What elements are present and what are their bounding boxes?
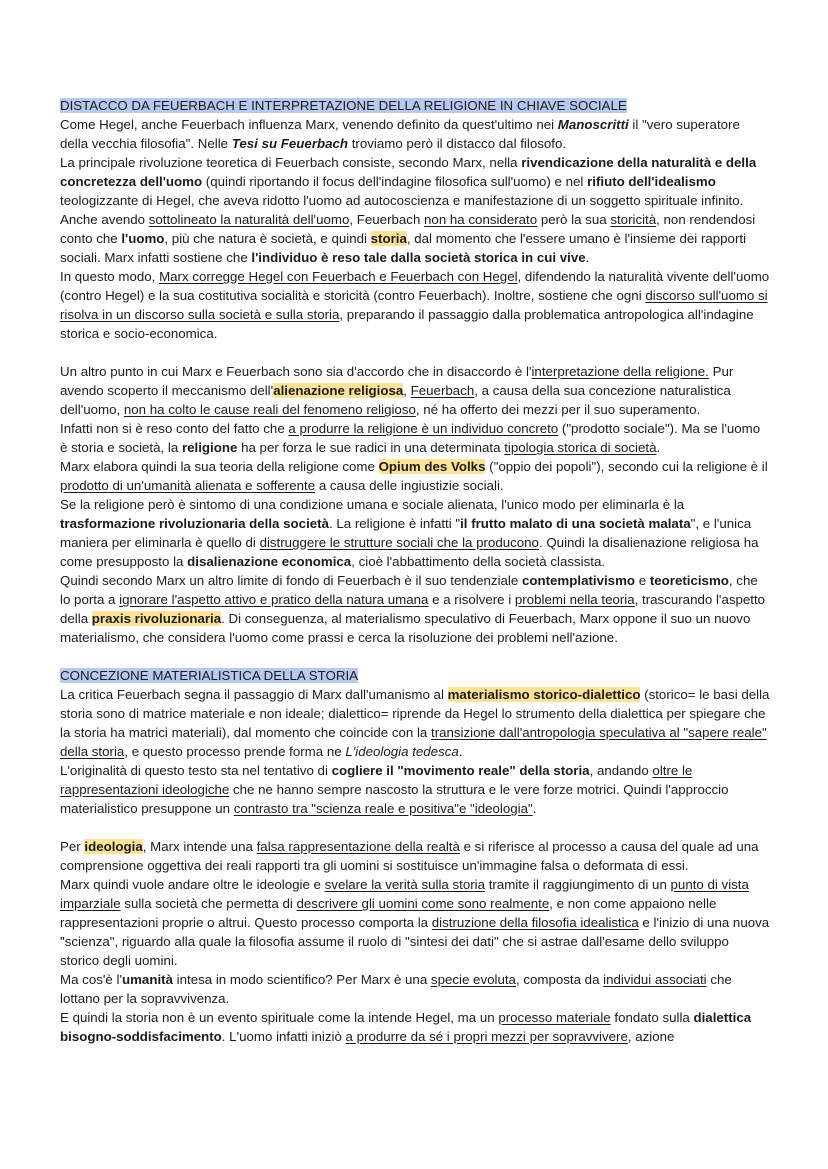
text-run: . La religione è infatti " [328, 516, 461, 531]
underlined-text: oltre le rappresentazioni ideologiche [60, 763, 693, 797]
text-run: e [635, 573, 650, 588]
text-run: il "vero superatore della vecchia filosofia". Nelle [60, 117, 740, 151]
section-heading [60, 96, 770, 115]
text-run: , andando [589, 763, 653, 778]
text-run: (storico= le basi della storia sono di matrice materiale e non ideale; dialettico= riprende da Hegel lo strumento della dialettica per spiegare che la storia ha matrici materiali), dal momento che coincide con la [60, 687, 770, 740]
underlined-text: prodotto di un'umanità alienata e sofferente [60, 478, 316, 493]
text-run: tramite il raggiungimento di un [485, 877, 671, 892]
text-run: intesa in modo scientifico? Per Marx è una [172, 972, 431, 987]
underlined-text: descrivere gli uomini come sono realmente [296, 896, 550, 911]
text-run: , preparando il passaggio dalla problematica antropologica all'indagine storica e socio-economica. [60, 307, 754, 341]
paragraph [60, 1008, 770, 1046]
bold-italic-text: Tesi su Feuerbach [231, 136, 349, 151]
underlined-text: Feuerbach [410, 383, 475, 398]
underlined-text: a produrre la religione è un individuo concreto [288, 421, 559, 436]
paragraph [60, 267, 770, 343]
paragraph [60, 115, 770, 153]
bold-italic-text: Manoscritti [557, 117, 629, 132]
text-run: però la sua [537, 212, 611, 227]
underlined-text: individui associati [603, 972, 707, 987]
underlined-text: tipologia storica di società [504, 440, 657, 455]
underlined-text: sottolineato la naturalità dell'uomo [148, 212, 350, 227]
text-run: Per [60, 839, 85, 854]
paragraph [60, 761, 770, 818]
text-run: , dal momento che l'essere umano è l'insieme dei rapporti sociali. Marx infatti sostiene che [60, 231, 747, 265]
bold-text: disalienazione economica [187, 554, 352, 569]
underlined-text: non ha considerato [424, 212, 538, 227]
underlined-text: contrasto tra "scienza reale e positiva"e "ideologia" [233, 801, 533, 816]
text-run: Quindi secondo Marx un altro limite di fondo di Feuerbach è il suo tendenziale [60, 573, 522, 588]
paragraph [60, 210, 770, 267]
bold-text: rivendicazione della naturalità e della concretezza dell'uomo [60, 155, 757, 189]
text-run: Un altro punto in cui Marx e Feuerbach sono sia d'accordo che in disaccordo è l' [60, 364, 532, 379]
paragraph-spacer [60, 647, 770, 666]
highlighted-keyword: Opium des Volks [378, 459, 486, 474]
bold-text: l'uomo [121, 231, 165, 246]
text-run: ("oppio dei popoli"), secondo cui la religione è il [485, 459, 768, 474]
italic-text: L'ideologia tedesca [345, 744, 459, 759]
text-run: sulla società che permetta di [120, 896, 297, 911]
underlined-text: processo materiale [498, 1010, 611, 1025]
underlined-text: discorso sull'uomo si risolva in un discorso sulla società e sulla storia [60, 288, 768, 322]
underlined-text: transizione dall'antropologia speculativa al "sapere reale" della storia [60, 725, 767, 759]
paragraph [60, 571, 770, 647]
text-run: , né ha offerto dei mezzi per il suo superamento. [415, 402, 701, 417]
text-run: , più che natura è società, e quindi [164, 231, 371, 246]
underlined-text: interpretazione della religione. [531, 364, 709, 379]
text-run: , azione [627, 1029, 675, 1044]
heading-text: DISTACCO DA FEUERBACH E INTERPRETAZIONE DELLA RELIGIONE IN CHIAVE SOCIALE [60, 98, 627, 113]
highlighted-keyword: alienazione religiosa [273, 383, 404, 398]
paragraph-spacer [60, 343, 770, 362]
underlined-text: problemi nella teoria [514, 592, 635, 607]
paragraph [60, 153, 770, 210]
underlined-text: Marx corregge Hegel con Feuerbach e Feuerbach con Hegel [159, 269, 518, 284]
paragraph [60, 685, 770, 761]
text-run: ("prodotto sociale"). Ma se l'uomo è storia e società, la [60, 421, 761, 455]
text-run: E quindi la storia non è un evento spirituale come la intende Hegel, ma un [60, 1010, 499, 1025]
text-run: (quindi riportando il focus dell'indagine filosofica sull'uomo) e nel [202, 174, 588, 189]
text-run: Ma cos'è l' [60, 972, 122, 987]
highlighted-keyword: ideologia [84, 839, 143, 854]
text-run: L'originalità di questo testo sta nel tentativo di [60, 763, 332, 778]
underlined-text: svelare la verità sulla storia [324, 877, 486, 892]
paragraph [60, 362, 770, 419]
text-run: . [532, 801, 537, 816]
text-run: teologizzante di Hegel, che aveva ridotto l'uomo ad autocoscienza e manifestazione di un soggetto spirituale infinito. [60, 193, 744, 208]
text-run: , Marx intende una [142, 839, 257, 854]
bold-text: cogliere il "movimento reale" della storia [331, 763, 590, 778]
text-run: , e non come appaiono nelle rappresentazioni proprie o altrui. Questo processo comporta la [60, 896, 717, 930]
text-run: Marx elabora quindi la sua teoria della religione come [60, 459, 379, 474]
paragraph [60, 875, 770, 970]
text-run: fondato sulla [610, 1010, 694, 1025]
text-run: . L'uomo infatti iniziò [221, 1029, 346, 1044]
bold-text: l'individuo è reso tale dalla società storica in cui vive [251, 250, 586, 265]
text-run: . [585, 250, 590, 265]
text-run: Pur avendo scoperto il meccanismo dell' [60, 364, 734, 398]
bold-text: teoreticismo [649, 573, 729, 588]
text-run: In questo modo, [60, 269, 160, 284]
text-run: Come Hegel, anche Feuerbach influenza Marx, venendo definito da quest'ultimo nei [60, 117, 558, 132]
text-run: , Feuerbach [349, 212, 425, 227]
text-run: e a risolvere i [428, 592, 515, 607]
underlined-text: a produrre da sé i propri mezzi per sopravvivere [345, 1029, 628, 1044]
text-run: a causa delle ingiustizie sociali. [315, 478, 504, 493]
text-run: Anche avendo [60, 212, 149, 227]
text-run: , e questo processo prende forma ne [124, 744, 346, 759]
heading-text: CONCEZIONE MATERIALISTICA DELLA STORIA [60, 668, 359, 683]
text-run: , a causa della sua concezione naturalistica dell'uomo, [60, 383, 731, 417]
text-run: Infatti non si è reso conto del fatto che [60, 421, 289, 436]
text-run: . [656, 440, 661, 455]
section-heading [60, 666, 770, 685]
text-run: che ne hanno sempre nascosto la struttura e le vere forze motrici. Quindi l'approccio materialistico presuppone un [60, 782, 729, 816]
paragraph [60, 457, 770, 495]
underlined-text: ignorare l'aspetto attivo e pratico della natura umana [119, 592, 429, 607]
text-run: Se la religione però è sintomo di una condizione umana e sociale alienata, l'unico modo per eliminarla è la [60, 497, 685, 512]
text-run: troviamo però il distacco dal filosofo. [348, 136, 567, 151]
bold-text: religione [181, 440, 238, 455]
text-run: , difendendo la naturalità vivente dell'uomo (contro Hegel) e la sua costitutiva socialità e storicità (contro Feuerbach). Inoltre, sostiene che ogni [60, 269, 770, 303]
text-run: , cioè l'abbattimento della società classista. [351, 554, 606, 569]
highlighted-keyword: materialismo storico-dialettico [447, 687, 641, 702]
paragraph-spacer [60, 818, 770, 837]
text-run: e l'inizio di una nuova "scienza", riguardo alla quale la filosofia assume il ruolo di "sintesi dei dati" che si astrae dall'esame dello sviluppo storico degli uomini. [60, 915, 770, 968]
text-run: , che lo porta a [60, 573, 758, 607]
text-run: . Quindi la disalienazione religiosa ha come presupposto la [60, 535, 759, 569]
text-run: che lottano per la sopravvivenza. [60, 972, 732, 1006]
text-run: ha per forza le sue radici in una determinata [237, 440, 505, 455]
text-run: ", e l'unica maniera per eliminarla è quello di [60, 516, 752, 550]
bold-text: trasformazione rivoluzionaria della società [60, 516, 329, 531]
bold-text: il frutto malato di una società malata [460, 516, 691, 531]
text-run: e si riferisce al processo a causa del quale ad una comprensione oggettiva dei reali rapporti tra gli uomini si sostituisce un'immagine falsa o deformata di essi. [60, 839, 759, 873]
underlined-text: punto di vista imparziale [60, 877, 749, 911]
text-run: , composta da [515, 972, 604, 987]
bold-text: umanità [121, 972, 173, 987]
paragraph [60, 970, 770, 1008]
bold-text: dialettica bisogno-soddisfacimento [60, 1010, 752, 1044]
text-run: . [458, 744, 463, 759]
text-run: , non rendendosi conto che [60, 212, 756, 246]
bold-text: rifiuto dell'idealismo [587, 174, 716, 189]
text-run: , trascurando l'aspetto della [60, 592, 766, 626]
underlined-text: distruggere le strutture sociali che la producono [259, 535, 539, 550]
text-run: Marx quindi vuole andare oltre le ideologie e [60, 877, 325, 892]
text-run: . Di conseguenza, al materialismo speculativo di Feuerbach, Marx oppone il suo un nuovo materialismo, che considera l'uomo come prassi e cerca la risoluzione dei problemi nell'azione. [60, 611, 751, 645]
paragraph [60, 495, 770, 571]
underlined-text: falsa rappresentazione della realtà [256, 839, 460, 854]
text-run: , [403, 383, 411, 398]
text-run: La critica Feuerbach segna il passaggio di Marx dall'umanismo al [60, 687, 448, 702]
highlighted-keyword: praxis rivoluzionaria [91, 611, 222, 626]
highlighted-keyword: storia [370, 231, 407, 246]
paragraph [60, 419, 770, 457]
underlined-text: specie evoluta [430, 972, 516, 987]
underlined-text: storicità [610, 212, 657, 227]
underlined-text: non ha colto le cause reali del fenomeno religioso [123, 402, 416, 417]
underlined-text: distruzione della filosofia idealistica [431, 915, 639, 930]
bold-text: contemplativismo [521, 573, 636, 588]
paragraph [60, 837, 770, 875]
text-run: La principale rivoluzione teoretica di Feuerbach consiste, secondo Marx, nella [60, 155, 522, 170]
